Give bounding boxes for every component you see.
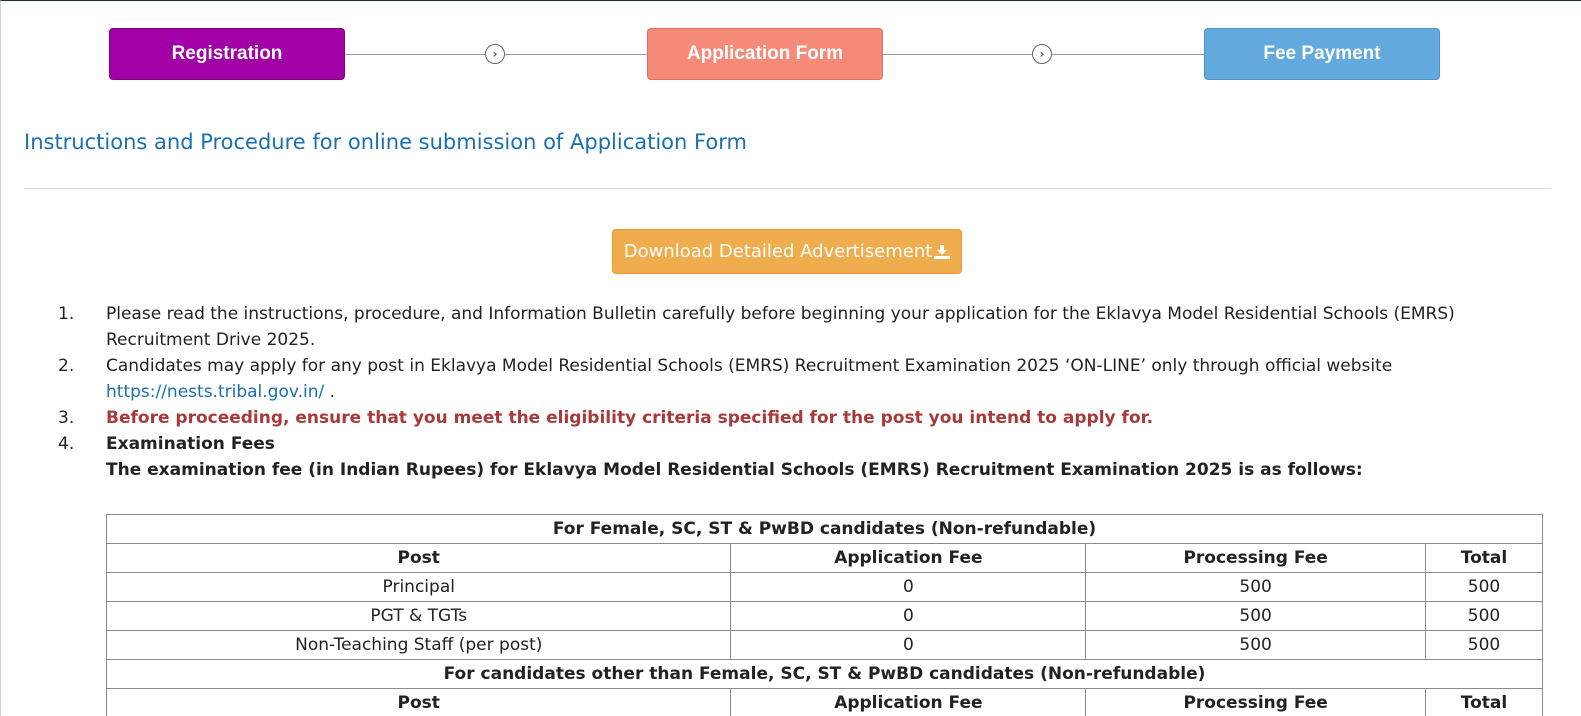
table-cell: 500 (1426, 573, 1543, 602)
item-number: 4. (58, 434, 75, 454)
list-item (1, 353, 1581, 405)
official-website-link[interactable]: https://nests.tribal.gov.in/ (106, 382, 325, 402)
chevron-right-icon: › (485, 44, 505, 64)
step-fee-payment[interactable] (1204, 28, 1440, 80)
step-registration[interactable] (109, 28, 345, 80)
step-label: Registration (171, 43, 283, 64)
table-caption: For Female, SC, ST & PwBD candidates (Non-refundable) (107, 515, 1543, 544)
column-header: Processing Fee (1086, 544, 1426, 573)
step-label: Application Form (686, 43, 844, 64)
table-row (107, 573, 1543, 602)
list-item (1, 431, 1581, 483)
table-cell: PGT & TGTs (107, 602, 731, 631)
chevron-right-icon: › (1032, 44, 1052, 64)
item-number: 3. (58, 408, 75, 428)
table-cell: 500 (1086, 631, 1426, 660)
table-row (107, 602, 1543, 631)
item-suffix: . (324, 382, 336, 402)
table-caption: For candidates other than Female, SC, ST & PwBD candidates (Non-refundable) (107, 660, 1543, 689)
item-number: 1. (58, 304, 75, 324)
table-cell: Principal (107, 573, 731, 602)
fee-table (106, 514, 1543, 716)
instructions-list (1, 301, 1581, 483)
item-number: 2. (58, 356, 75, 376)
column-header: Application Fee (731, 689, 1086, 716)
page-title: Instructions and Procedure for online submission of Application Form (24, 130, 747, 154)
table-cell: 500 (1426, 631, 1543, 660)
column-header: Application Fee (731, 544, 1086, 573)
download-icon (934, 245, 950, 259)
list-item (1, 301, 1581, 353)
download-advertisement-button[interactable] (612, 229, 962, 274)
table-caption-row (107, 660, 1543, 689)
column-header: Post (107, 544, 731, 573)
step-application-form[interactable] (647, 28, 883, 80)
table-cell: 0 (731, 631, 1086, 660)
table-header-row (107, 689, 1543, 716)
table-cell: 500 (1086, 602, 1426, 631)
progress-stepper (1, 1, 1581, 101)
eligibility-warning: Before proceeding, ensure that you meet the eligibility criteria specified for the post you intend to apply for. (106, 408, 1154, 428)
item-text: Candidates may apply for any post in Eklavya Model Residential Schools (EMRS) Recruitment Examination 2025 ‘ON-LINE’ only through official website (106, 356, 1393, 376)
column-header: Processing Fee (1086, 689, 1426, 716)
divider (24, 188, 1551, 189)
table-header-row (107, 544, 1543, 573)
download-button-label: Download Detailed Advertisement (623, 241, 933, 262)
table-cell: 500 (1426, 602, 1543, 631)
table-cell: Non-Teaching Staff (per post) (107, 631, 731, 660)
step-label: Fee Payment (1263, 43, 1381, 64)
fees-description: The examination fee (in Indian Rupees) for Eklavya Model Residential Schools (EMRS) Recruitment Examination 2025 is as follows: (106, 460, 1363, 480)
table-cell: 0 (731, 602, 1086, 631)
table-cell: 0 (731, 573, 1086, 602)
list-item (1, 405, 1581, 431)
table-cell: 500 (1086, 573, 1426, 602)
table-row (107, 631, 1543, 660)
column-header: Total (1426, 544, 1543, 573)
table-caption-row (107, 515, 1543, 544)
fees-heading: Examination Fees (106, 434, 275, 454)
column-header: Total (1426, 689, 1543, 716)
column-header: Post (107, 689, 731, 716)
item-text: Please read the instructions, procedure, and Information Bulletin carefully before beginning your application for the Eklavya Model Residential Schools (EMRS) Recruitment Drive 2025. (106, 304, 1455, 350)
